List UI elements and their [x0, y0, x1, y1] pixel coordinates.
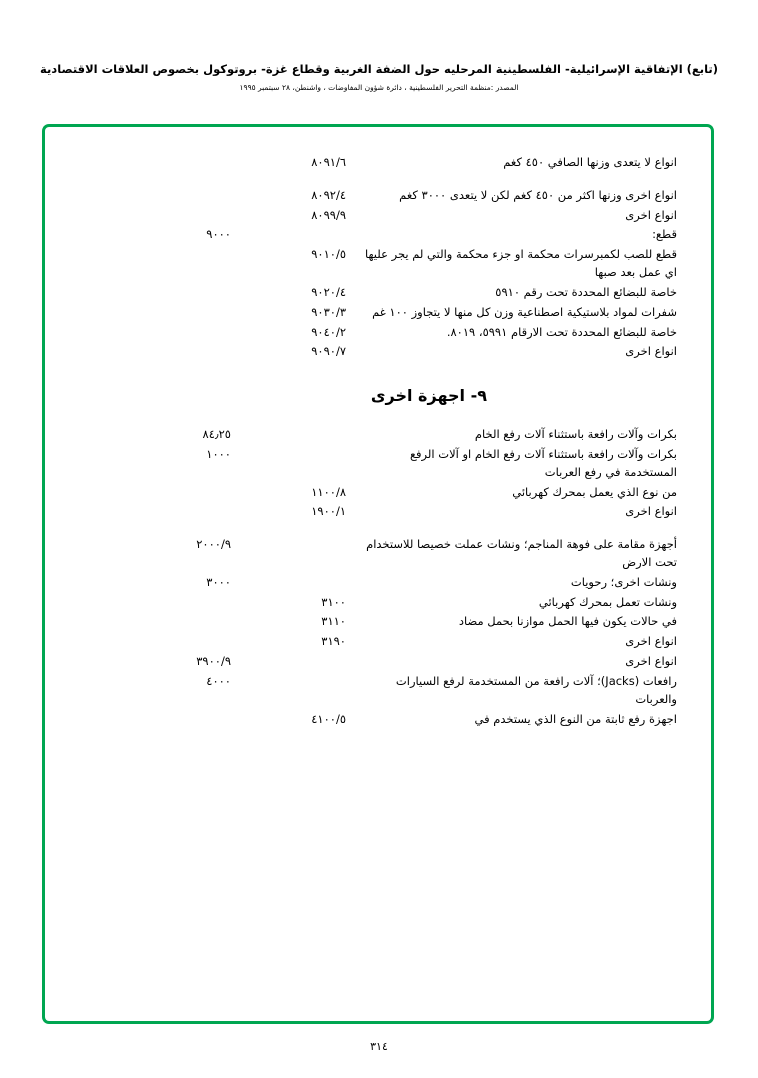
row-code: ٨٠٩٢/٤	[311, 187, 346, 202]
row-code-alt	[121, 283, 231, 303]
row-code	[231, 535, 348, 573]
tariff-table-bottom-body	[79, 425, 677, 729]
row-code: ٨٠٩١/٦	[311, 155, 346, 169]
row-description: ونشات تعمل بمحرك كهربائي	[538, 594, 677, 609]
row-code-alt	[121, 593, 231, 613]
table-row	[79, 593, 677, 613]
row-pad	[79, 283, 121, 303]
table-row	[79, 710, 677, 730]
row-code: ٩٠٣٠/٣	[311, 304, 346, 319]
row-code-alt	[121, 245, 231, 283]
row-description: انواع لا يتعدى وزنها الصافي ٤٥٠ كغم	[503, 155, 677, 169]
table-row	[79, 573, 677, 593]
row-code-alt	[121, 502, 231, 522]
row-code: ٣١٩٠	[321, 634, 346, 649]
row-pad	[79, 710, 121, 730]
row-spacer	[79, 522, 677, 535]
table-row	[79, 342, 677, 362]
row-description: في حالات يكون فيها الحمل موازنا بحمل مضاد	[458, 614, 677, 629]
row-code-alt	[121, 186, 231, 206]
section-heading: ٩- اجهزة اخرى	[370, 386, 487, 406]
row-code-alt	[121, 153, 231, 173]
row-pad	[79, 502, 121, 522]
row-code: ٩٠١٠/٥	[311, 247, 346, 262]
table-row	[79, 225, 677, 245]
row-description: قطع للصب لكمبرسرات محكمة او جزء محكمة والتي لم يجر عليها اي عمل بعد صبها	[365, 247, 677, 280]
table-row	[79, 632, 677, 652]
row-code: ٨٠٩٩/٩	[311, 207, 346, 222]
green-content-frame	[42, 124, 714, 1024]
table-row	[79, 612, 677, 632]
row-code-alt	[121, 632, 231, 652]
table-row	[79, 483, 677, 503]
row-description: أجهزة مقامة على فوهة المناجم؛ ونشات عملت خصيصا للاستخدام تحت الارض	[366, 537, 677, 569]
table-row	[79, 283, 677, 303]
row-description: من نوع الذي يعمل بمحرك كهربائي	[512, 484, 677, 499]
row-pad	[79, 186, 121, 206]
row-description: انواع اخرى	[625, 634, 677, 649]
row-code: ١٩٠٠/١	[311, 504, 346, 519]
row-code-alt: ١٠٠٠	[206, 446, 231, 461]
page-title: (تابع) الإتفاقية الإسرائيلية- الفلسطينية المرحليه حول الضفة الغربية وقطاع غزة- بروتوكول بخصوص العلاقات الاقتصادية	[40, 62, 718, 76]
row-code	[231, 672, 348, 710]
row-code-alt: ٣٠٠٠	[206, 574, 231, 589]
row-code-alt	[121, 342, 231, 362]
tariff-table-top	[79, 153, 677, 362]
row-pad	[79, 445, 121, 483]
table-row	[79, 672, 677, 710]
row-pad	[79, 342, 121, 362]
row-pad	[79, 303, 121, 323]
row-code-alt	[121, 483, 231, 503]
row-description: رافعات (Jacks)؛ آلات رافعة من المستخدمة لرفع السيارات والعربات	[395, 673, 677, 706]
row-description: ونشات اخرى؛ رحويات	[570, 574, 677, 589]
tariff-table-top-body	[79, 153, 677, 362]
row-code	[231, 573, 348, 593]
row-description: انواع اخرى	[625, 504, 677, 519]
table-row	[79, 425, 677, 445]
table-row	[79, 303, 677, 323]
row-pad	[79, 535, 121, 573]
page-number: ٣١٤	[370, 1040, 388, 1053]
row-spacer	[79, 173, 677, 186]
row-code: ٣١٠٠	[321, 594, 346, 609]
row-pad	[79, 652, 121, 672]
row-code-alt: ٤٠٠٠	[206, 673, 231, 688]
row-code	[231, 425, 348, 445]
row-description: بكرات وآلات رافعة باستثناء آلات رفع الخام او آلات الرفع المستخدمة في رفع العربات	[409, 446, 677, 479]
row-description: اجهزة رفع ثابتة من النوع الذي يستخدم في	[474, 711, 677, 726]
tariff-table-bottom	[79, 425, 677, 729]
row-pad	[79, 225, 121, 245]
row-code-alt: ٨٤٫٢٥	[202, 427, 231, 442]
table-row	[79, 652, 677, 672]
document-header	[0, 62, 758, 92]
row-description: انواع اخرى وزنها اكثر من ٤٥٠ كغم لكن لا يتعدى ٣٠٠٠ كغم	[399, 187, 677, 202]
row-spacer-cell	[79, 173, 677, 186]
row-description: خاصة للبضائع المحددة تحت الارقام ٥٩٩١، ٨٠١٩.	[446, 324, 677, 339]
row-pad	[79, 672, 121, 710]
row-spacer-cell	[79, 522, 677, 535]
source-line: المصدر :منظمة التحرير الفلسطينية ، دائرة شؤون المفاوضات ، واشنطن، ٢٨ سبتمبر ١٩٩٥	[239, 82, 519, 92]
row-pad	[79, 612, 121, 632]
row-code: ٩٠٤٠/٢	[311, 324, 346, 339]
row-pad	[79, 593, 121, 613]
row-description: انواع اخرى	[625, 207, 677, 222]
row-pad	[79, 153, 121, 173]
row-code-alt	[121, 612, 231, 632]
row-description: خاصة للبضائع المحددة تحت رقم ٥٩١٠	[495, 284, 677, 299]
table-row	[79, 323, 677, 343]
row-code: ١١٠٠/٨	[311, 484, 346, 499]
row-pad	[79, 425, 121, 445]
row-code	[231, 445, 348, 483]
row-description: بكرات وآلات رافعة باستثناء آلات رفع الخام	[474, 427, 677, 442]
row-pad	[79, 483, 121, 503]
row-code-alt	[121, 710, 231, 730]
row-code-alt	[121, 303, 231, 323]
row-code-alt: ٢٠٠٠/٩	[196, 537, 231, 552]
row-pad	[79, 323, 121, 343]
row-description: شفرات لمواد بلاستيكية اصطناعية وزن كل منها لا يتجاوز ١٠٠ غم	[372, 304, 677, 319]
row-code: ٣١١٠	[321, 614, 346, 629]
table-row	[79, 535, 677, 573]
row-description: قطع:	[652, 227, 677, 242]
row-code	[231, 652, 348, 672]
table-row	[79, 186, 677, 206]
row-description: انواع اخرى	[625, 654, 677, 669]
table-row	[79, 445, 677, 483]
table-row	[79, 245, 677, 283]
row-pad	[79, 632, 121, 652]
row-code	[231, 225, 348, 245]
row-code-alt: ٣٩٠٠/٩	[196, 654, 231, 669]
row-code: ٩٠٢٠/٤	[311, 284, 346, 299]
row-code: ٤١٠٠/٥	[311, 711, 346, 726]
row-code-alt	[121, 206, 231, 226]
row-code: ٩٠٩٠/٧	[311, 344, 346, 359]
row-pad	[79, 245, 121, 283]
row-pad	[79, 573, 121, 593]
table-row	[79, 502, 677, 522]
table-row	[79, 206, 677, 226]
row-code-alt	[121, 323, 231, 343]
row-pad	[79, 206, 121, 226]
row-code-alt: ٩٠٠٠	[206, 227, 231, 242]
table-row	[79, 153, 677, 173]
row-description: انواع اخرى	[625, 344, 677, 359]
frame-inner	[45, 127, 711, 1021]
